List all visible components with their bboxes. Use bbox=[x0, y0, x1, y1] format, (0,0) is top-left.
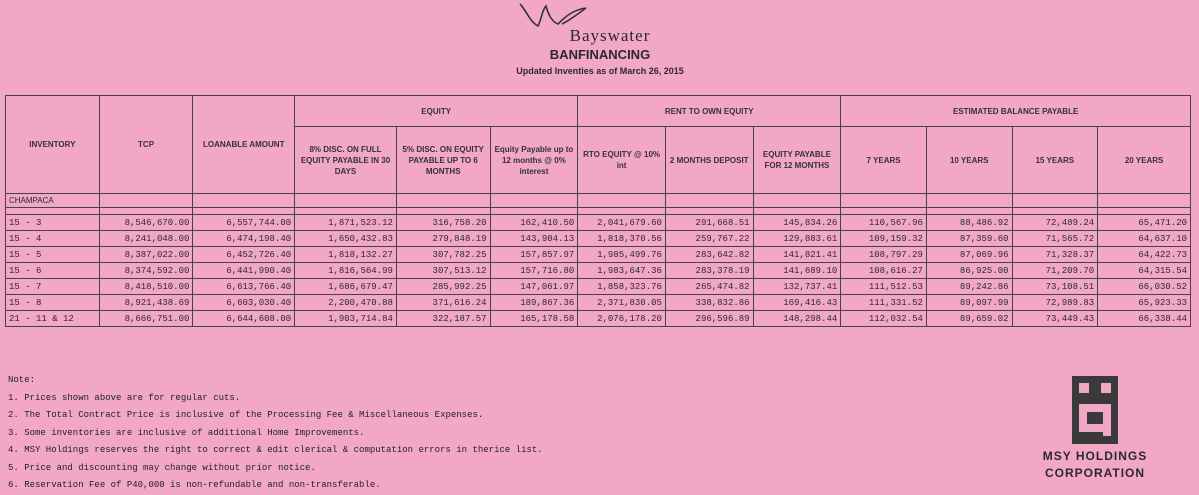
value-cell: 162,410.50 bbox=[490, 215, 578, 231]
value-cell: 110,567.96 bbox=[841, 215, 927, 231]
value-cell: 86,925.00 bbox=[926, 263, 1012, 279]
value-cell: 73,108.51 bbox=[1012, 279, 1098, 295]
value-cell: 71,328.37 bbox=[1012, 247, 1098, 263]
value-cell: 285,992.25 bbox=[396, 279, 490, 295]
inventory-cell: 15 - 7 bbox=[6, 279, 100, 295]
value-cell: 65,923.33 bbox=[1098, 295, 1191, 311]
value-cell: 6,441,990.40 bbox=[193, 263, 295, 279]
value-cell: 129,883.61 bbox=[753, 231, 841, 247]
value-cell: 111,331.52 bbox=[841, 295, 927, 311]
group-row bbox=[6, 194, 1191, 208]
table-row bbox=[6, 231, 1191, 247]
value-cell: 108,797.29 bbox=[841, 247, 927, 263]
sub-5pct-header: 5% DISC. ON EQUITY PAYABLE UP TO 6 MONTHS bbox=[396, 127, 490, 194]
value-cell: 371,616.24 bbox=[396, 295, 490, 311]
value-cell: 316,758.20 bbox=[396, 215, 490, 231]
value-cell: 64,637.10 bbox=[1098, 231, 1191, 247]
sub-20y-header: 20 YEARS bbox=[1098, 127, 1191, 194]
value-cell: 6,603,030.40 bbox=[193, 295, 295, 311]
value-cell: 108,616.27 bbox=[841, 263, 927, 279]
value-cell: 111,512.53 bbox=[841, 279, 927, 295]
value-cell: 2,076,178.20 bbox=[578, 311, 666, 327]
brand-name: Bayswater bbox=[569, 26, 651, 45]
value-cell: 279,848.19 bbox=[396, 231, 490, 247]
value-cell: 6,452,726.40 bbox=[193, 247, 295, 263]
note-item: 6. Reservation Fee of P40,000 is non-refundable and non-transferable. bbox=[8, 480, 381, 490]
sub-10y-header: 10 YEARS bbox=[926, 127, 1012, 194]
value-cell: 307,513.12 bbox=[396, 263, 490, 279]
spacer-row bbox=[6, 208, 1191, 215]
msy-emblem-icon bbox=[1070, 374, 1120, 446]
value-cell: 6,474,198.40 bbox=[193, 231, 295, 247]
value-cell: 1,858,323.76 bbox=[578, 279, 666, 295]
value-cell: 8,546,670.00 bbox=[99, 215, 193, 231]
value-cell: 6,644,608.00 bbox=[193, 311, 295, 327]
value-cell: 141,821.41 bbox=[753, 247, 841, 263]
inventory-cell: 21 - 11 & 12 bbox=[6, 311, 100, 327]
value-cell: 1,871,523.12 bbox=[295, 215, 397, 231]
sub-8pct-header: 8% DISC. ON FULL EQUITY PAYABLE IN 30 DAYS bbox=[295, 127, 397, 194]
value-cell: 112,032.54 bbox=[841, 311, 927, 327]
msy-holdings-logo bbox=[1020, 374, 1170, 480]
value-cell: 87,359.60 bbox=[926, 231, 1012, 247]
value-cell: 145,834.26 bbox=[753, 215, 841, 231]
company-name-line2: CORPORATION bbox=[1044, 466, 1146, 480]
value-cell: 1,983,647.36 bbox=[578, 263, 666, 279]
note-item: 4. MSY Holdings reserves the right to correct & edit clerical & computation errors in therice list. bbox=[8, 445, 543, 455]
value-cell: 66,338.44 bbox=[1098, 311, 1191, 327]
value-cell: 157,857.97 bbox=[490, 247, 578, 263]
value-cell: 147,061.97 bbox=[490, 279, 578, 295]
table-row bbox=[6, 215, 1191, 231]
note-item: 2. The Total Contract Price is inclusive of the Processing Fee & Miscellaneous Expenses. bbox=[8, 410, 484, 420]
group-balance-header: ESTIMATED BALANCE PAYABLE bbox=[841, 96, 1191, 127]
value-cell: 1,818,132.27 bbox=[295, 247, 397, 263]
sub-eq12-header: EQUITY PAYABLE FOR 12 MONTHS bbox=[753, 127, 841, 194]
company-name-line1: MSY HOLDINGS bbox=[1042, 449, 1148, 463]
value-cell: 88,486.92 bbox=[926, 215, 1012, 231]
value-cell: 157,716.80 bbox=[490, 263, 578, 279]
notes-title: Note: bbox=[8, 375, 36, 385]
value-cell: 89,242.86 bbox=[926, 279, 1012, 295]
inventory-cell: 15 - 6 bbox=[6, 263, 100, 279]
notes-section bbox=[8, 372, 828, 495]
value-cell: 338,832.86 bbox=[665, 295, 753, 311]
table-header-row bbox=[6, 96, 1191, 127]
col-tcp-header: TCP bbox=[99, 96, 193, 194]
value-cell: 64,315.54 bbox=[1098, 263, 1191, 279]
value-cell: 265,474.82 bbox=[665, 279, 753, 295]
value-cell: 143,904.13 bbox=[490, 231, 578, 247]
value-cell: 283,642.82 bbox=[665, 247, 753, 263]
value-cell: 2,041,679.60 bbox=[578, 215, 666, 231]
value-cell: 169,416.43 bbox=[753, 295, 841, 311]
sub-12mo-header: Equity Payable up to 12 months @ 0% interest bbox=[490, 127, 578, 194]
value-cell: 141,689.10 bbox=[753, 263, 841, 279]
sub-2mo-header: 2 MONTHS DEPOSIT bbox=[665, 127, 753, 194]
value-cell: 296,596.89 bbox=[665, 311, 753, 327]
value-cell: 109,159.32 bbox=[841, 231, 927, 247]
value-cell: 1,985,499.76 bbox=[578, 247, 666, 263]
price-table bbox=[5, 95, 1191, 327]
value-cell: 1,903,714.84 bbox=[295, 311, 397, 327]
table-row bbox=[6, 295, 1191, 311]
note-item: 5. Price and discounting may change without prior notice. bbox=[8, 462, 316, 473]
table-row bbox=[6, 263, 1191, 279]
value-cell: 132,737.41 bbox=[753, 279, 841, 295]
value-cell: 6,557,744.00 bbox=[193, 215, 295, 231]
table-row bbox=[6, 247, 1191, 263]
sub-rto10-header: RTO EQUITY @ 10% int bbox=[578, 127, 666, 194]
value-cell: 189,867.36 bbox=[490, 295, 578, 311]
sub-15y-header: 15 YEARS bbox=[1012, 127, 1098, 194]
inventory-cell: 15 - 8 bbox=[6, 295, 100, 311]
note-item: 1. Prices shown above are for regular cuts. bbox=[8, 392, 241, 403]
value-cell: 71,565.72 bbox=[1012, 231, 1098, 247]
value-cell: 165,178.58 bbox=[490, 311, 578, 327]
inventory-cell: 15 - 3 bbox=[6, 215, 100, 231]
value-cell: 2,200,470.88 bbox=[295, 295, 397, 311]
col-loanable-header: LOANABLE AMOUNT bbox=[193, 96, 295, 194]
value-cell: 291,668.51 bbox=[665, 215, 753, 231]
value-cell: 1,816,564.99 bbox=[295, 263, 397, 279]
group-label: CHAMPACA bbox=[6, 194, 100, 208]
page-subtitle: BANFINANCING bbox=[549, 47, 651, 62]
value-cell: 1,818,370.56 bbox=[578, 231, 666, 247]
table-body bbox=[6, 215, 1191, 327]
value-cell: 8,921,438.69 bbox=[99, 295, 193, 311]
inventory-cell: 15 - 5 bbox=[6, 247, 100, 263]
value-cell: 322,187.57 bbox=[396, 311, 490, 327]
value-cell: 66,030.52 bbox=[1098, 279, 1191, 295]
value-cell: 72,489.24 bbox=[1012, 215, 1098, 231]
value-cell: 8,666,751.00 bbox=[99, 311, 193, 327]
value-cell: 64,422.73 bbox=[1098, 247, 1191, 263]
updated-date: Updated Inventies as of March 26, 2015 bbox=[516, 66, 684, 76]
sub-7y-header: 7 YEARS bbox=[841, 127, 927, 194]
value-cell: 8,241,048.00 bbox=[99, 231, 193, 247]
value-cell: 89,097.99 bbox=[926, 295, 1012, 311]
value-cell: 2,371,830.05 bbox=[578, 295, 666, 311]
table-row bbox=[6, 279, 1191, 295]
value-cell: 6,613,766.40 bbox=[193, 279, 295, 295]
value-cell: 1,650,432.83 bbox=[295, 231, 397, 247]
group-equity-header: EQUITY bbox=[295, 96, 578, 127]
value-cell: 73,449.43 bbox=[1012, 311, 1098, 327]
value-cell: 87,069.96 bbox=[926, 247, 1012, 263]
note-item: 3. Some inventories are inclusive of additional Home Improvements. bbox=[8, 427, 365, 438]
value-cell: 148,298.44 bbox=[753, 311, 841, 327]
value-cell: 307,782.25 bbox=[396, 247, 490, 263]
value-cell: 259,767.22 bbox=[665, 231, 753, 247]
group-rto-header: RENT TO OWN EQUITY bbox=[578, 96, 841, 127]
value-cell: 8,374,592.00 bbox=[99, 263, 193, 279]
value-cell: 71,209.70 bbox=[1012, 263, 1098, 279]
value-cell: 89,659.02 bbox=[926, 311, 1012, 327]
value-cell: 283,378.19 bbox=[665, 263, 753, 279]
value-cell: 1,686,679.47 bbox=[295, 279, 397, 295]
col-inventory-header: INVENTORY bbox=[6, 96, 100, 194]
value-cell: 8,387,022.00 bbox=[99, 247, 193, 263]
value-cell: 65,471.20 bbox=[1098, 215, 1191, 231]
table-row bbox=[6, 311, 1191, 327]
value-cell: 72,989.83 bbox=[1012, 295, 1098, 311]
inventory-cell: 15 - 4 bbox=[6, 231, 100, 247]
value-cell: 8,418,510.00 bbox=[99, 279, 193, 295]
